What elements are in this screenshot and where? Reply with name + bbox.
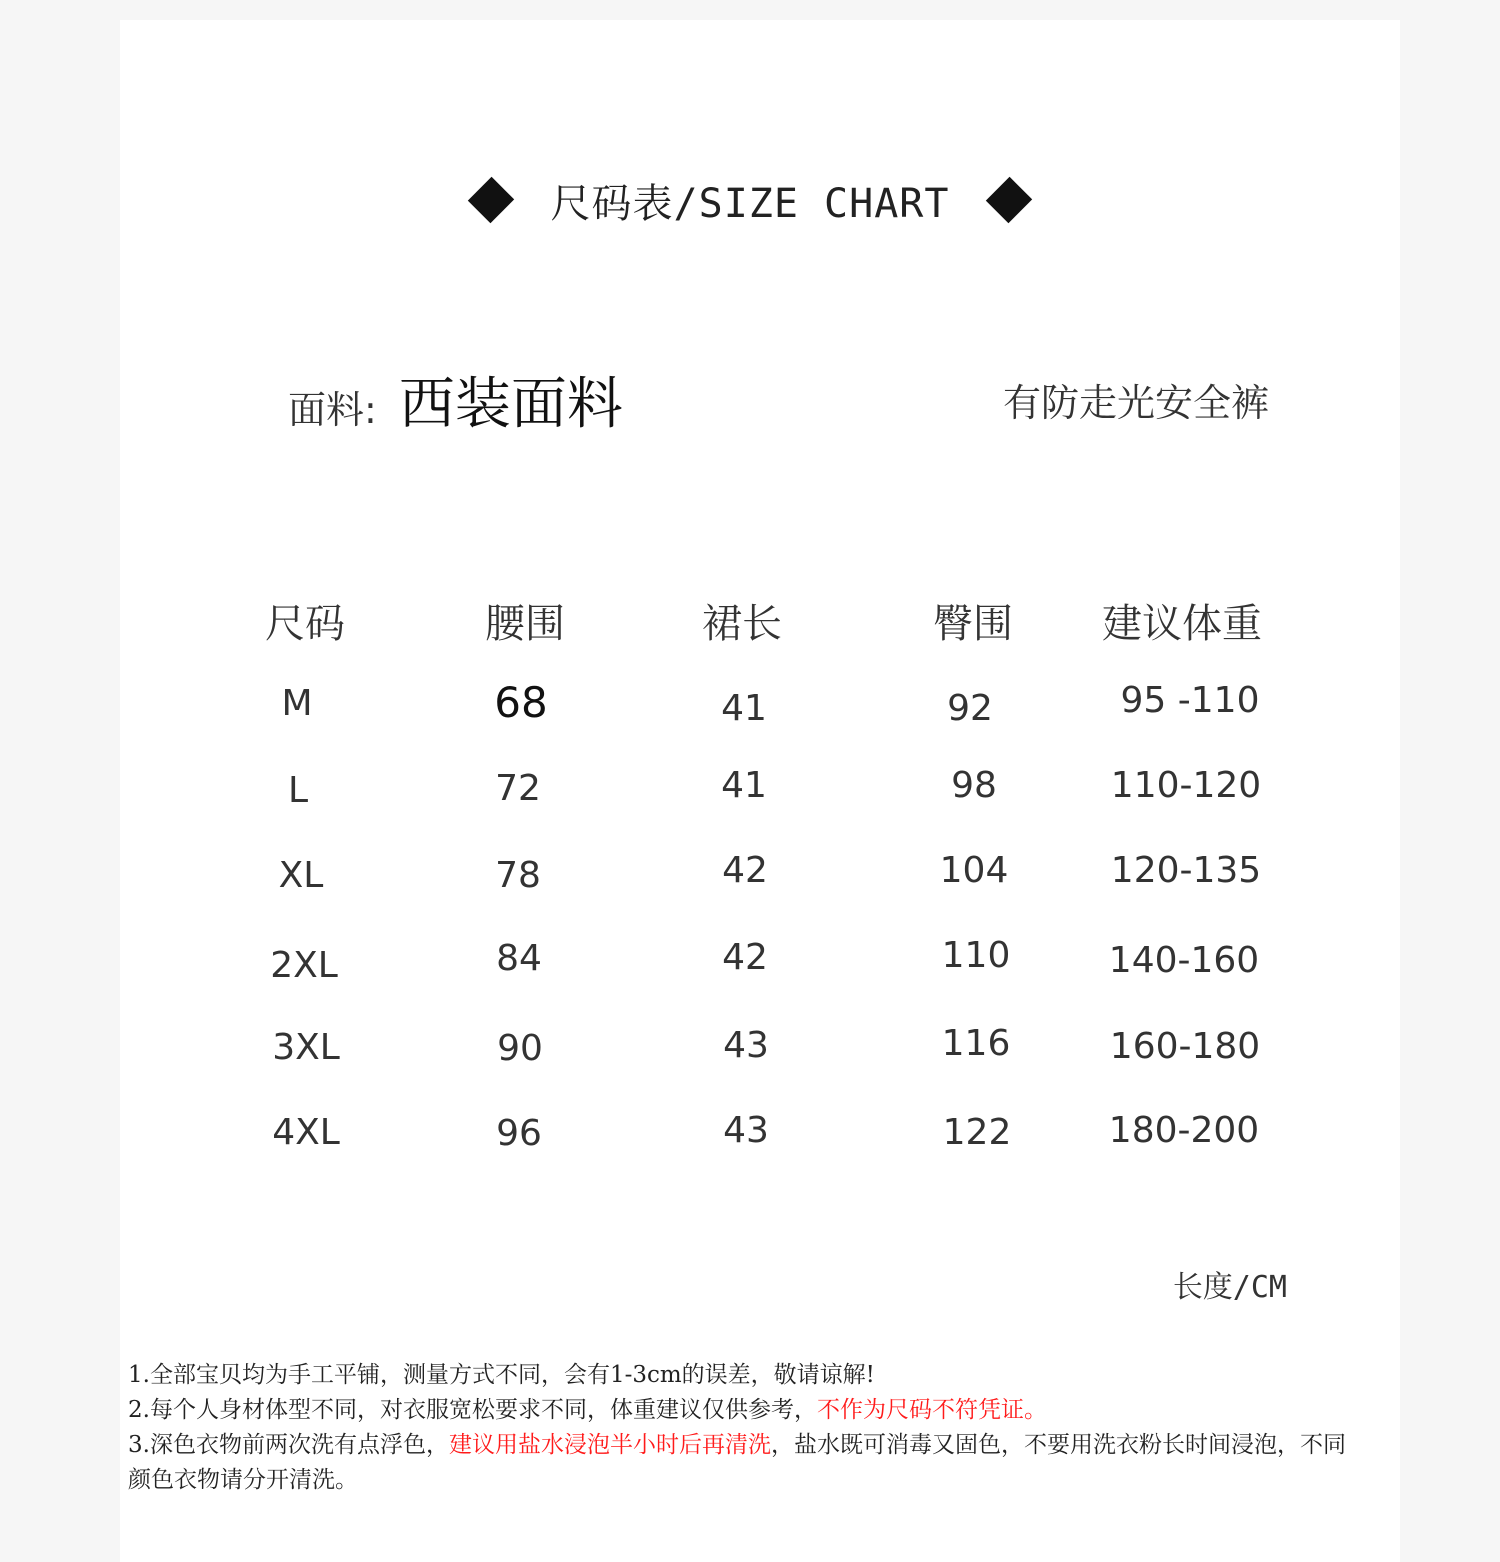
care-notes — [128, 1358, 1368, 1498]
row-2xl-hip: 110 — [941, 935, 1011, 976]
unit-label: 长度/CM — [1172, 1270, 1287, 1305]
fabric-value: 西装面料 — [398, 372, 623, 437]
fabric-label: 面料: — [288, 388, 377, 432]
row-l-hip: 98 — [951, 765, 997, 806]
row-2xl-length: 42 — [722, 937, 768, 978]
row-4xl-size: 4XL — [272, 1112, 340, 1153]
row-3xl-hip: 116 — [941, 1023, 1011, 1064]
header-skirt-length: 裙长 — [702, 601, 782, 647]
note-2-text: 2.每个人身材体型不同，对衣服宽松要求不同，体重建议仅供参考， — [128, 1397, 817, 1423]
row-l-size: L — [287, 770, 309, 811]
row-4xl-weight: 180-200 — [1108, 1110, 1260, 1151]
row-l-waist: 72 — [495, 768, 541, 809]
row-l-length: 41 — [721, 765, 767, 806]
row-l-weight: 110-120 — [1110, 765, 1262, 806]
row-m-length: 41 — [721, 688, 767, 729]
row-3xl-weight: 160-180 — [1109, 1026, 1261, 1067]
row-xl-hip: 104 — [939, 850, 1009, 891]
row-xl-weight: 120-135 — [1110, 850, 1262, 891]
note-line-1: 1.全部宝贝均为手工平铺，测量方式不同，会有1-3cm的误差，敬请谅解! — [128, 1362, 875, 1388]
title-text: 尺码表/SIZE CHART — [550, 180, 950, 227]
row-4xl-hip: 122 — [942, 1112, 1012, 1153]
row-m-weight: 95 -110 — [1120, 680, 1260, 721]
row-2xl-waist: 84 — [496, 938, 542, 979]
row-2xl-weight: 140-160 — [1108, 940, 1260, 981]
note-line-3 — [128, 1428, 1368, 1498]
note-2-warning: 不作为尺码不符凭证。 — [816, 1397, 1047, 1423]
row-xl-size: XL — [278, 855, 324, 896]
row-3xl-length: 43 — [723, 1025, 769, 1066]
row-2xl-size: 2XL — [270, 945, 338, 986]
note-3-warning: 建议用盐水浸泡半小时后再清洗 — [448, 1432, 771, 1458]
note-line-2 — [128, 1393, 1368, 1428]
header-size: 尺码 — [265, 601, 345, 647]
safety-shorts-note: 有防走光安全裤 — [1003, 381, 1270, 425]
row-4xl-waist: 96 — [496, 1113, 542, 1154]
note-3-text-a: 3.深色衣物前两次洗有点浮色， — [128, 1432, 449, 1458]
row-xl-waist: 78 — [495, 855, 541, 896]
row-3xl-size: 3XL — [272, 1027, 340, 1068]
row-m-hip: 92 — [947, 688, 993, 729]
row-4xl-length: 43 — [723, 1110, 769, 1151]
row-m-size: M — [281, 683, 313, 724]
header-hip: 臀围 — [933, 601, 1013, 647]
header-weight: 建议体重 — [1102, 601, 1262, 647]
row-xl-length: 42 — [722, 850, 768, 891]
row-m-waist: 68 — [494, 678, 548, 727]
header-waist: 腰围 — [485, 601, 565, 647]
row-3xl-waist: 90 — [497, 1028, 543, 1069]
note-3-text-b: ，盐水既可消毒又固色，不要用洗衣粉长时间浸泡，不同颜色衣物请分开清洗。 — [128, 1432, 1346, 1493]
